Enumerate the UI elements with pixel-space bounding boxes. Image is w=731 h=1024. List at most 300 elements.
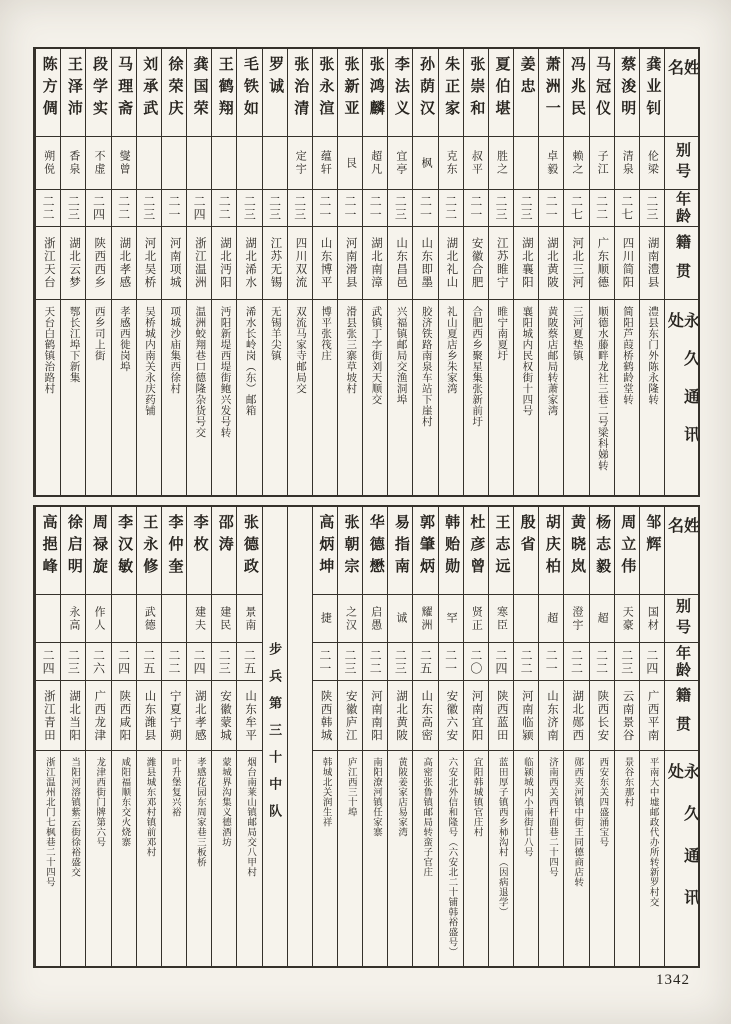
name-cell: 夏伯堪	[489, 49, 513, 137]
directory-entry-column	[85, 49, 110, 495]
directory-entry-column	[60, 49, 85, 495]
native-cell: 广东顺德	[590, 227, 614, 300]
native-cell: 陕西长安	[590, 681, 614, 751]
directory-entry-column	[412, 507, 437, 966]
address-cell: 南阳潦河镇任家寨	[370, 757, 381, 837]
native-cell: 宁夏宁朔	[162, 681, 186, 751]
name-cell: 李仲奎	[162, 507, 186, 595]
native-cell: 江苏睢宁	[489, 227, 513, 300]
name-cell: 朱正家	[439, 49, 463, 137]
native-cell: 湖北孝感	[187, 681, 211, 751]
age-cell: 二〇	[464, 643, 488, 681]
directory-entry-column	[614, 507, 639, 966]
address-cell: 三河夏垫镇	[571, 306, 583, 361]
alias-cell: 寒臣	[489, 595, 513, 643]
age-cell: 二五	[413, 643, 437, 681]
alias-cell: 超	[590, 595, 614, 643]
directory-entry-column	[362, 49, 387, 495]
directory-entry-column	[438, 49, 463, 495]
address-cell: 礼山夏店乡朱家湾	[445, 306, 457, 394]
native-cell: 湖北南漳	[363, 227, 387, 300]
age-cell: 二三	[288, 190, 312, 227]
name-cell: 张德政	[237, 507, 261, 595]
directory-entry-column	[513, 507, 538, 966]
native-cell: 四川简阳	[615, 227, 639, 300]
address-cell: 无锡羊尖镇	[269, 306, 281, 361]
native-cell: 湖北云梦	[61, 227, 85, 300]
age-cell: 二二	[439, 190, 463, 227]
name-cell: 姜忠	[514, 49, 538, 137]
address-cell: 当阳河溶镇紫云街徐裕盛交	[69, 757, 80, 877]
directory-entry-column	[60, 507, 85, 966]
header-age: 年龄	[665, 643, 698, 681]
directory-entry-column	[236, 49, 261, 495]
alias-cell: 燮曾	[112, 137, 136, 190]
alias-cell	[112, 595, 136, 643]
native-cell: 湖北黄陂	[539, 227, 563, 300]
age-cell: 二四	[112, 643, 136, 681]
age-cell: 二二	[590, 190, 614, 227]
name-cell: 罗诚	[263, 49, 287, 137]
name-cell: 刘承武	[137, 49, 161, 137]
native-cell: 陕西韩城	[313, 681, 337, 751]
directory-entry-column	[136, 49, 161, 495]
name-cell: 邹辉	[640, 507, 664, 595]
header-alias: 别号	[665, 595, 698, 643]
name-cell: 冯兆民	[564, 49, 588, 137]
address-cell: 烟台南莱山镇邮局交八甲村	[245, 757, 256, 877]
header-address: 永久通讯处	[665, 312, 698, 464]
native-cell: 山东即墨	[413, 227, 437, 300]
alias-cell: 蕴轩	[313, 137, 337, 190]
name-cell: 周立伟	[615, 507, 639, 595]
address-cell: 景谷东那村	[622, 757, 633, 807]
header-name: 姓名	[665, 507, 698, 595]
name-cell: 高炳坤	[313, 507, 337, 595]
age-cell: 二三	[338, 643, 362, 681]
native-cell: 广西龙津	[86, 681, 110, 751]
alias-cell: 子江	[590, 137, 614, 190]
alias-cell: 武德	[137, 595, 161, 643]
name-cell: 华德懋	[363, 507, 387, 595]
age-cell: 二一	[338, 190, 362, 227]
alias-cell: 建民	[212, 595, 236, 643]
name-cell: 殷省	[514, 507, 538, 595]
age-cell: 二四	[187, 643, 211, 681]
native-cell: 湖南澧县	[640, 227, 664, 300]
name-cell: 王鹤翔	[212, 49, 236, 137]
name-cell: 王永修	[137, 507, 161, 595]
address-cell: 潍县城东邓村镇前邓村	[144, 757, 155, 857]
alias-cell: 宜亭	[388, 137, 412, 190]
age-cell: 二一	[539, 190, 563, 227]
native-cell: 陕西西乡	[86, 227, 110, 300]
directory-entry-column	[111, 49, 136, 495]
address-cell: 沔阳新堤西堤街鲍兴发号转	[219, 306, 231, 438]
age-cell: 二三	[61, 643, 85, 681]
name-cell: 徐荣庆	[162, 49, 186, 137]
directory-entry-column	[287, 49, 312, 495]
age-cell: 二四	[86, 190, 110, 227]
native-cell: 湖北襄阳	[514, 227, 538, 300]
age-cell: 二五	[237, 643, 261, 681]
address-cell: 济南西关西杆面巷二十四号	[547, 757, 558, 877]
native-cell: 山东牟平	[237, 681, 261, 751]
directory-entry-column	[589, 507, 614, 966]
age-cell: 二三	[640, 190, 664, 227]
address-cell: 滑县张三寨草坡村	[345, 306, 357, 394]
native-cell: 浙江温洲	[187, 227, 211, 300]
age-cell: 二一	[539, 643, 563, 681]
name-cell: 王志远	[489, 507, 513, 595]
directory-table-bottom	[33, 505, 700, 968]
name-cell: 孙荫汉	[413, 49, 437, 137]
directory-entry-column	[161, 49, 186, 495]
alias-cell: 朔侻	[36, 137, 60, 190]
alias-cell: 景南	[237, 595, 261, 643]
alias-cell: 克东	[439, 137, 463, 190]
age-cell: 二三	[263, 190, 287, 227]
age-cell: 二二	[564, 643, 588, 681]
blank-spacer-column	[287, 507, 312, 966]
address-cell: 鄂长江埠下新集	[68, 306, 80, 383]
alias-cell	[137, 137, 161, 190]
native-cell: 河南临颍	[514, 681, 538, 751]
alias-cell: 定宇	[288, 137, 312, 190]
native-cell: 四川双流	[288, 227, 312, 300]
native-cell: 山东济南	[539, 681, 563, 751]
alias-cell: 赖之	[564, 137, 588, 190]
name-cell: 胡庆柏	[539, 507, 563, 595]
alias-cell: 建夫	[187, 595, 211, 643]
address-cell: 郧西夹河镇中街王同德商店转	[572, 757, 583, 887]
directory-entry-column	[312, 507, 337, 966]
address-cell: 临颍城内小南街廿八号	[521, 757, 532, 857]
native-cell: 广西平南	[640, 681, 664, 751]
directory-entry-column	[513, 49, 538, 495]
directory-entry-column	[614, 49, 639, 495]
name-cell: 周禄旋	[86, 507, 110, 595]
age-cell: 二二	[363, 643, 387, 681]
directory-entry-column	[639, 49, 664, 495]
alias-cell	[263, 137, 287, 190]
native-cell: 河南滑县	[338, 227, 362, 300]
name-cell: 张鸿麟	[363, 49, 387, 137]
address-cell: 浙江温州北门七枫巷二十四号	[43, 757, 54, 887]
directory-entry-column	[337, 49, 362, 495]
address-cell: 兴福镇邮局交渔洞埠	[395, 306, 407, 405]
address-cell: 睢宁南夏圩	[496, 306, 508, 361]
directory-entry-column	[538, 507, 563, 966]
name-cell: 陈方倜	[36, 49, 60, 137]
native-cell: 江苏无锡	[263, 227, 287, 300]
native-cell: 安徽合肥	[464, 227, 488, 300]
directory-entry-column	[85, 507, 110, 966]
address-cell: 博平张筏庄	[320, 306, 332, 361]
native-cell: 湖北郧西	[564, 681, 588, 751]
address-cell: 胶济铁路南泉车站下崖村	[420, 306, 432, 427]
age-cell: 二三	[388, 190, 412, 227]
address-cell: 武镇丁字街刘天顺交	[370, 306, 382, 405]
name-cell: 段学实	[86, 49, 110, 137]
name-cell: 王泽沛	[61, 49, 85, 137]
address-cell: 咸阳福顺东交火烧寨	[119, 757, 130, 847]
name-cell: 张永渲	[313, 49, 337, 137]
alias-cell: 天豪	[615, 595, 639, 643]
alias-cell: 诚	[388, 595, 412, 643]
native-cell: 浙江青田	[36, 681, 60, 751]
directory-entry-column	[438, 507, 463, 966]
native-cell: 湖北孝感	[112, 227, 136, 300]
name-cell: 徐启明	[61, 507, 85, 595]
directory-entry-column	[211, 49, 236, 495]
native-cell: 山东博平	[313, 227, 337, 300]
address-cell: 蒙城界沟集义德酒坊	[220, 757, 231, 847]
address-cell: 澧县东门外陈永隆转	[647, 306, 659, 405]
age-cell: 二三	[388, 643, 412, 681]
directory-entry-column	[387, 49, 412, 495]
directory-entry-column	[111, 507, 136, 966]
age-cell: 二一	[313, 643, 337, 681]
name-cell: 马冠仪	[590, 49, 614, 137]
address-cell: 襄阳城内民权街十四号	[521, 306, 533, 416]
alias-cell: 艮	[338, 137, 362, 190]
address-cell: 黄陂姜家店易家湾	[396, 757, 407, 837]
directory-entry-column	[538, 49, 563, 495]
age-cell: 二一	[313, 190, 337, 227]
age-cell: 二一	[363, 190, 387, 227]
alias-cell	[514, 137, 538, 190]
directory-entry-column	[412, 49, 437, 495]
age-cell: 二二	[36, 190, 60, 227]
name-cell: 高挹峰	[36, 507, 60, 595]
directory-entry-column	[639, 507, 664, 966]
header-column	[664, 49, 698, 495]
directory-entry-column	[463, 507, 488, 966]
name-cell: 张朝宗	[338, 507, 362, 595]
page-number: 1342	[656, 972, 690, 988]
alias-cell	[237, 137, 261, 190]
address-cell: 叶升堡复兴裕	[169, 757, 180, 817]
age-cell: 二三	[61, 190, 85, 227]
alias-cell: 超凡	[363, 137, 387, 190]
directory-entry-column	[211, 507, 236, 966]
native-cell: 河北吴桥	[137, 227, 161, 300]
alias-cell: 香泉	[61, 137, 85, 190]
address-cell: 蓝田厚子镇西乡柿沟村（因病退学）	[496, 757, 507, 917]
age-cell: 二二	[514, 643, 538, 681]
name-cell: 张崇和	[464, 49, 488, 137]
native-cell: 安徽六安	[439, 681, 463, 751]
alias-cell: 不虚	[86, 137, 110, 190]
directory-entry-column	[589, 49, 614, 495]
age-cell: 二二	[162, 643, 186, 681]
age-cell: 二一	[413, 190, 437, 227]
name-cell: 邵涛	[212, 507, 236, 595]
address-cell: 简阳芦葭桥鹤龄堂转	[622, 306, 634, 405]
name-cell: 萧洲一	[539, 49, 563, 137]
name-cell: 张治清	[288, 49, 312, 137]
native-cell: 湖北浠水	[237, 227, 261, 300]
native-cell: 河南项城	[162, 227, 186, 300]
alias-cell: 之汉	[338, 595, 362, 643]
address-cell: 孝感花园东周家巷三板桥	[194, 757, 205, 867]
address-cell: 平南大中墟邮政代办所转新罗村交	[647, 757, 658, 907]
address-cell: 合肥西乡聚星集张新前圩	[471, 306, 483, 427]
native-cell: 湖北黄陂	[388, 681, 412, 751]
unit-label-column	[262, 507, 287, 966]
address-cell: 温洲蛟翔巷口德隆杂货号交	[194, 306, 206, 438]
name-cell: 韩贻勋	[439, 507, 463, 595]
alias-cell	[187, 137, 211, 190]
name-cell: 黄晓岚	[564, 507, 588, 595]
native-cell: 河北三河	[564, 227, 588, 300]
age-cell: 二三	[137, 190, 161, 227]
age-cell: 二四	[640, 643, 664, 681]
directory-entry-column	[262, 49, 287, 495]
address-cell: 庐江西三十埠	[345, 757, 356, 817]
alias-cell: 国材	[640, 595, 664, 643]
age-cell: 二七	[615, 190, 639, 227]
directory-table-top	[33, 47, 700, 497]
age-cell: 二七	[564, 190, 588, 227]
alias-cell: 罕	[439, 595, 463, 643]
native-cell: 浙江天台	[36, 227, 60, 300]
address-cell: 韩城北关润生祥	[320, 757, 331, 827]
native-cell: 山东高密	[413, 681, 437, 751]
alias-cell	[162, 137, 186, 190]
age-cell: 二三	[615, 643, 639, 681]
alias-cell: 贤正	[464, 595, 488, 643]
alias-cell: 耀洲	[413, 595, 437, 643]
header-native: 籍贯	[665, 681, 698, 751]
address-cell: 浠水长岭岗（东）邮箱	[244, 306, 256, 416]
age-cell: 二四	[36, 643, 60, 681]
address-cell: 双流马家寺邮局交	[294, 306, 306, 394]
native-cell: 山东昌邑	[388, 227, 412, 300]
address-cell: 西乡司上街	[93, 306, 105, 361]
address-cell: 天台白鹤镇治路村	[43, 306, 55, 394]
native-cell: 湖北沔阳	[212, 227, 236, 300]
directory-entry-column	[312, 49, 337, 495]
age-cell: 二二	[212, 190, 236, 227]
address-cell: 西安东关四盛涌宝号	[597, 757, 608, 847]
age-cell: 二五	[137, 643, 161, 681]
address-cell: 六安北外信和隆号（六安北二十铺韩裕盛号）	[446, 757, 457, 957]
directory-entry-column	[563, 507, 588, 966]
alias-cell	[36, 595, 60, 643]
alias-cell: 叔平	[464, 137, 488, 190]
header-name: 姓名	[665, 49, 698, 137]
age-cell: 二六	[86, 643, 110, 681]
age-cell: 二二	[590, 643, 614, 681]
name-cell: 蔡浚明	[615, 49, 639, 137]
age-cell: 二三	[212, 643, 236, 681]
name-cell: 李法义	[388, 49, 412, 137]
directory-entry-column	[186, 49, 211, 495]
age-cell: 二一	[162, 190, 186, 227]
address-cell: 吴桥城内南关永庆药铺	[144, 306, 156, 416]
age-cell: 二三	[237, 190, 261, 227]
address-cell: 顺德水藤畔龙社三巷二号梁科娣转	[596, 306, 608, 471]
alias-cell: 胜之	[489, 137, 513, 190]
alias-cell: 超	[539, 595, 563, 643]
age-cell: 二一	[464, 190, 488, 227]
address-cell: 孝感西徙岗埠	[118, 306, 130, 372]
alias-cell: 卓毅	[539, 137, 563, 190]
age-cell: 二一	[439, 643, 463, 681]
age-cell: 二四	[187, 190, 211, 227]
alias-cell: 伦梁	[640, 137, 664, 190]
alias-cell: 永高	[61, 595, 85, 643]
name-cell: 郭肇炳	[413, 507, 437, 595]
name-cell: 龚业钊	[640, 49, 664, 137]
header-native: 籍贯	[665, 227, 698, 300]
directory-entry-column	[337, 507, 362, 966]
alias-cell: 枫	[413, 137, 437, 190]
name-cell: 杜彦曾	[464, 507, 488, 595]
native-cell: 陕西咸阳	[112, 681, 136, 751]
name-cell: 马理斋	[112, 49, 136, 137]
name-cell: 龚国荣	[187, 49, 211, 137]
address-cell: 龙津西街门牌第六号	[94, 757, 105, 847]
directory-entry-column	[161, 507, 186, 966]
header-column	[664, 507, 698, 966]
alias-cell: 捷	[313, 595, 337, 643]
directory-entry-column	[488, 507, 513, 966]
alias-cell: 澄宇	[564, 595, 588, 643]
name-cell: 李枚	[187, 507, 211, 595]
alias-cell: 作人	[86, 595, 110, 643]
age-cell: 二三	[514, 190, 538, 227]
directory-entry-column	[136, 507, 161, 966]
age-cell: 二二	[112, 190, 136, 227]
native-cell: 安徽庐江	[338, 681, 362, 751]
directory-entry-column	[488, 49, 513, 495]
directory-entry-column	[463, 49, 488, 495]
address-cell: 高密张鲁镇邮局转蛮子官庄	[421, 757, 432, 877]
directory-entry-column	[186, 507, 211, 966]
name-cell: 易指南	[388, 507, 412, 595]
name-cell: 李汉敏	[112, 507, 136, 595]
name-cell: 毛铁如	[237, 49, 261, 137]
name-cell: 张新亚	[338, 49, 362, 137]
alias-cell: 清泉	[615, 137, 639, 190]
native-cell: 云南景谷	[615, 681, 639, 751]
directory-entry-column	[35, 49, 60, 495]
header-age: 年龄	[665, 190, 698, 227]
address-cell: 宜阳韩城镇官庄村	[471, 757, 482, 837]
age-cell: 二四	[489, 643, 513, 681]
native-cell: 陕西蓝田	[489, 681, 513, 751]
header-alias: 别号	[665, 137, 698, 190]
age-cell: 二三	[489, 190, 513, 227]
alias-cell	[212, 137, 236, 190]
alias-cell	[162, 595, 186, 643]
unit-label: 步兵第三十中队	[267, 642, 283, 831]
directory-entry-column	[35, 507, 60, 966]
directory-entry-column	[563, 49, 588, 495]
native-cell: 湖北当阳	[61, 681, 85, 751]
native-cell: 山东潍县	[137, 681, 161, 751]
directory-entry-column	[362, 507, 387, 966]
native-cell: 河南宜阳	[464, 681, 488, 751]
address-cell: 项城沙庙集西徐村	[169, 306, 181, 394]
header-address: 永久通讯处	[665, 763, 698, 931]
directory-entry-column	[387, 507, 412, 966]
directory-entry-column	[236, 507, 261, 966]
alias-cell	[514, 595, 538, 643]
